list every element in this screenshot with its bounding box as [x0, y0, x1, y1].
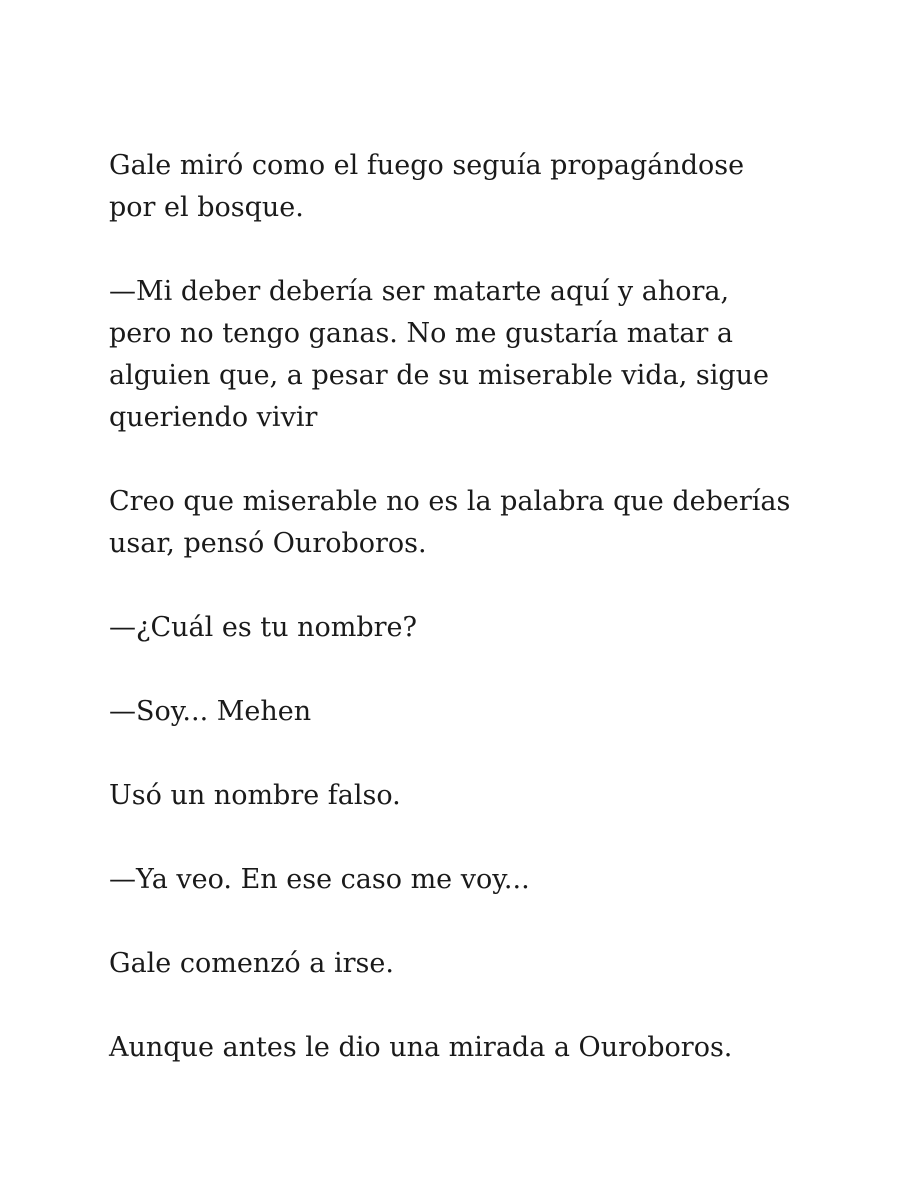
story-text — [109, 145, 799, 1069]
paragraph-2: —Mi deber debería ser matarte aquí y ahora, pero no tengo ganas. No me gustaría matar a alguien que, a pesar de su miserable vida, sigue queriendo vivir — [109, 276, 769, 433]
paragraph-7: —Ya veo. En ese caso me voy... — [109, 864, 530, 895]
paragraph-8: Gale comenzó a irse. — [109, 948, 394, 979]
paragraph-5: —Soy... Mehen — [109, 696, 312, 727]
paragraph-3: Creo que miserable no es la palabra que deberías usar, pensó Ouroboros. — [109, 486, 791, 559]
paragraph-9: Aunque antes le dio una mirada a Ouroboros. — [109, 1032, 733, 1063]
paragraph-1: Gale miró como el fuego seguía propagándose por el bosque. — [109, 150, 745, 223]
paragraph-4: —¿Cuál es tu nombre? — [109, 612, 417, 643]
paragraph-6: Usó un nombre falso. — [109, 780, 401, 811]
